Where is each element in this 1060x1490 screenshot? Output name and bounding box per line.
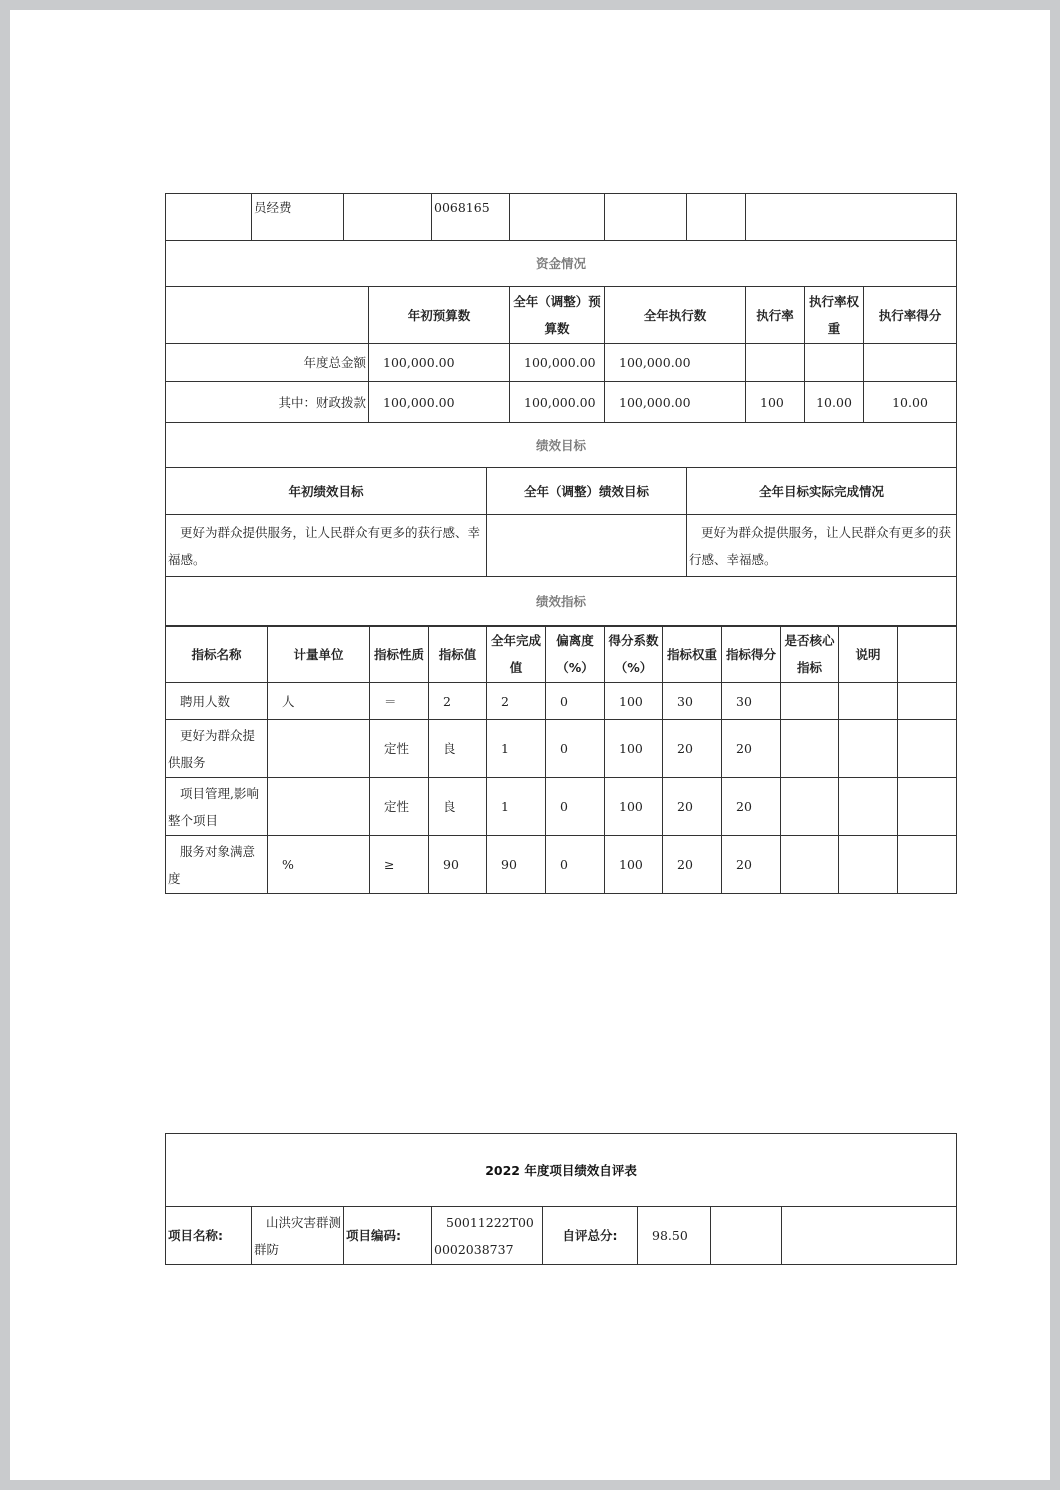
indicator-unit: % (268, 836, 370, 894)
indicator-unit (268, 720, 370, 778)
indicator-core (781, 778, 839, 836)
indicator-header: 指标得分 (722, 626, 781, 683)
blank-cell (898, 778, 957, 836)
goal-initial-text: 更好为群众提供服务，让人民群众有更多的获行感、幸福感。 (168, 524, 481, 567)
indicator-nature: ≥ (370, 836, 429, 894)
funds-initial: 100,000.00 (369, 344, 510, 382)
funds-header: 全年（调整）预算数 (510, 287, 605, 344)
indicator-header: 计量单位 (268, 626, 370, 683)
indicator-note (839, 683, 898, 720)
indicator-header: 得分系数（%） (605, 626, 663, 683)
funds-header-row (166, 287, 957, 344)
goals-header: 全年目标实际完成情况 (687, 468, 957, 515)
indicator-name: 项目管理,影响整个项目 (166, 778, 268, 836)
blank-cell (344, 194, 432, 241)
indicator-dev: 0 (546, 836, 605, 894)
indicator-score: 20 (722, 836, 781, 894)
indicator-header: 全年完成值 (487, 626, 546, 683)
form-title: 2022 年度项目绩效自评表 (166, 1134, 957, 1207)
funds-header: 执行率得分 (864, 287, 957, 344)
indicator-core (781, 683, 839, 720)
project-name-value: 山洪灾害群测群防 (252, 1207, 344, 1265)
goal-actual-text: 更好为群众提供服务，让人民群众有更多的获行感、幸福感。 (689, 524, 952, 567)
blank-cell (782, 1207, 957, 1265)
indicator-row (166, 836, 957, 894)
funds-initial: 100,000.00 (369, 382, 510, 423)
project-code-label: 项目编码: (344, 1207, 432, 1265)
blank-cell (711, 1207, 782, 1265)
indicator-coef: 100 (605, 720, 663, 778)
blank-cell (605, 194, 687, 241)
blank-cell (898, 720, 957, 778)
goals-row (166, 515, 957, 577)
funds-header: 执行率 (746, 287, 805, 344)
indicator-core (781, 720, 839, 778)
indicator-row (166, 778, 957, 836)
indicator-coef: 100 (605, 683, 663, 720)
indicator-table (165, 625, 957, 894)
funds-row (166, 344, 957, 382)
funds-rate: 100 (746, 382, 805, 423)
indicator-done: 90 (487, 836, 546, 894)
indicator-coef: 100 (605, 778, 663, 836)
funds-row-label: 年度总金额 (166, 344, 369, 382)
indicator-target: 良 (429, 778, 487, 836)
form-info-row (166, 1207, 957, 1265)
funds-score (864, 344, 957, 382)
indicator-header: 指标性质 (370, 626, 429, 683)
funds-executed: 100,000.00 (605, 344, 746, 382)
funds-header: 年初预算数 (369, 287, 510, 344)
indicator-nature: ＝ (370, 683, 429, 720)
blank-cell (898, 836, 957, 894)
indicator-done: 1 (487, 720, 546, 778)
funds-section-title: 资金情况 (166, 241, 957, 287)
project-name-tail: 员经费 (252, 194, 344, 241)
goals-header-row (166, 468, 957, 515)
indicator-weight: 20 (663, 720, 722, 778)
self-score-value: 98.50 (638, 1207, 711, 1265)
indicator-header: 指标值 (429, 626, 487, 683)
indicator-header: 是否核心指标 (781, 626, 839, 683)
indicator-note (839, 778, 898, 836)
funds-header: 全年执行数 (605, 287, 746, 344)
blank-cell (687, 194, 746, 241)
blank-cell (166, 194, 252, 241)
funds-row-label: 其中：财政拨款 (166, 382, 369, 423)
indicator-coef: 100 (605, 836, 663, 894)
self-score-label: 自评总分: (543, 1207, 638, 1265)
funds-score: 10.00 (864, 382, 957, 423)
indicator-name: 服务对象满意度 (166, 836, 268, 894)
funds-weight: 10.00 (805, 382, 864, 423)
indicator-done: 1 (487, 778, 546, 836)
self-evaluation-form (165, 1133, 957, 1265)
indicator-target: 90 (429, 836, 487, 894)
indicator-header: 说明 (839, 626, 898, 683)
top-row (166, 194, 957, 241)
indicator-nature: 定性 (370, 778, 429, 836)
indicator-target: 良 (429, 720, 487, 778)
goal-adjusted (487, 515, 687, 577)
indicator-note (839, 836, 898, 894)
funds-row (166, 382, 957, 423)
indicator-note (839, 720, 898, 778)
indicator-score: 30 (722, 683, 781, 720)
indicator-unit (268, 778, 370, 836)
indicator-row (166, 720, 957, 778)
project-code-tail: 0068165 (432, 194, 510, 241)
indicator-header (898, 626, 957, 683)
blank-cell (746, 194, 957, 241)
funds-header: 执行率权重 (805, 287, 864, 344)
indicator-dev: 0 (546, 683, 605, 720)
indicator-core (781, 836, 839, 894)
funds-weight (805, 344, 864, 382)
funds-executed: 100,000.00 (605, 382, 746, 423)
funds-adjusted: 100,000.00 (510, 344, 605, 382)
goals-header: 年初绩效目标 (166, 468, 487, 515)
indicator-name: 聘用人数 (166, 683, 268, 720)
blank-cell (898, 683, 957, 720)
goals-header: 全年（调整）绩效目标 (487, 468, 687, 515)
indicator-weight: 30 (663, 683, 722, 720)
performance-table (165, 193, 957, 627)
funds-rate (746, 344, 805, 382)
goal-initial (166, 515, 487, 577)
blank-cell (166, 287, 369, 344)
indicator-header: 指标名称 (166, 626, 268, 683)
goals-section-title: 绩效目标 (166, 423, 957, 468)
indicator-header: 偏离度（%） (546, 626, 605, 683)
indicator-score: 20 (722, 778, 781, 836)
indicator-header-row (166, 626, 957, 683)
indicator-row (166, 683, 957, 720)
project-name-label: 项目名称: (166, 1207, 252, 1265)
indicator-dev: 0 (546, 720, 605, 778)
indicator-name: 更好为群众提供服务 (166, 720, 268, 778)
document-page (10, 10, 1050, 1480)
indicator-done: 2 (487, 683, 546, 720)
indicator-score: 20 (722, 720, 781, 778)
indicator-nature: 定性 (370, 720, 429, 778)
project-code-value: 50011222T000002038737 (432, 1207, 543, 1265)
indicators-section-title: 绩效指标 (166, 577, 957, 627)
funds-adjusted: 100,000.00 (510, 382, 605, 423)
indicator-target: 2 (429, 683, 487, 720)
indicator-header: 指标权重 (663, 626, 722, 683)
indicator-unit: 人 (268, 683, 370, 720)
blank-cell (510, 194, 605, 241)
indicator-dev: 0 (546, 778, 605, 836)
goal-actual (687, 515, 957, 577)
indicator-weight: 20 (663, 778, 722, 836)
indicator-weight: 20 (663, 836, 722, 894)
